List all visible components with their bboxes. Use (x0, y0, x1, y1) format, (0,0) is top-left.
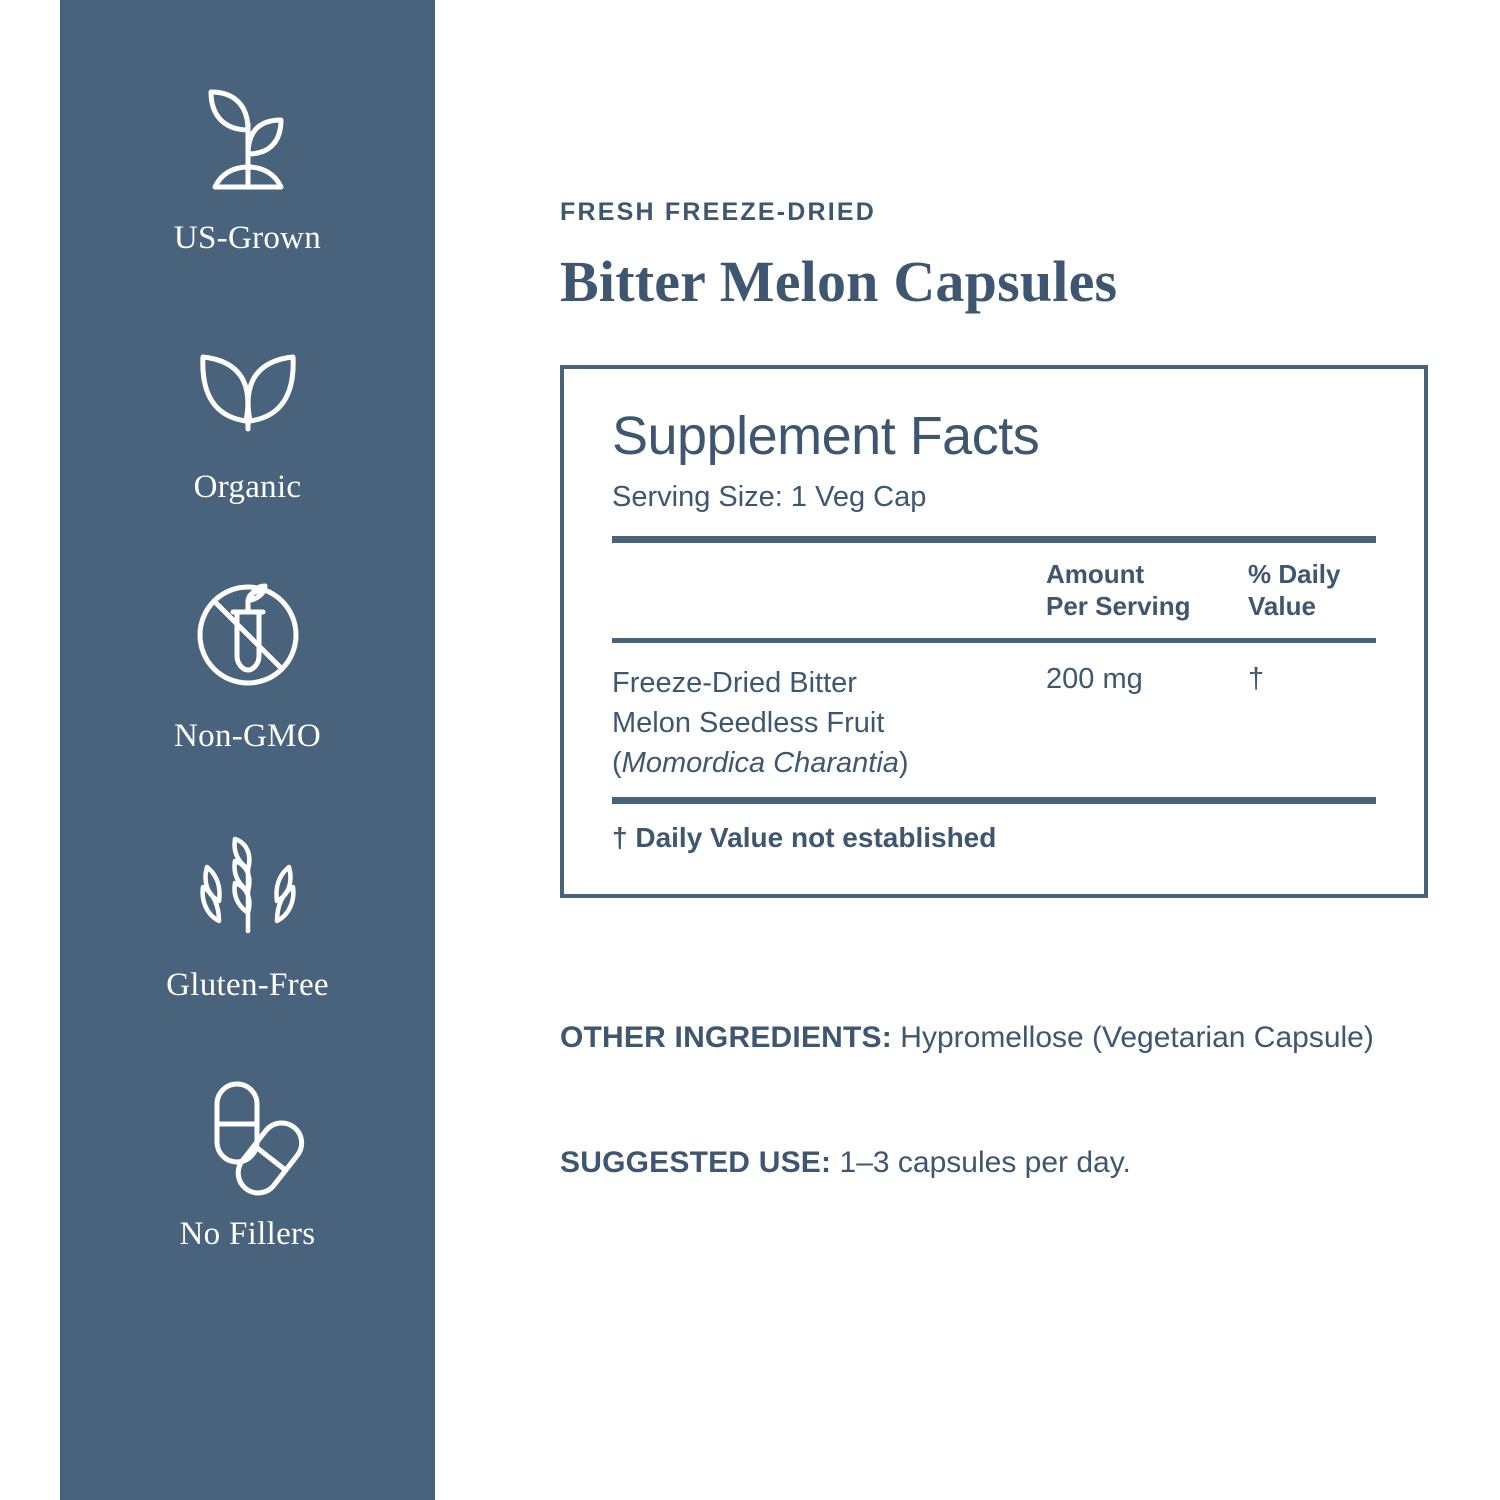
column-header-amount-line1: Amount (1046, 559, 1145, 589)
column-header-amount (1046, 559, 1226, 622)
paren-close: ) (898, 747, 909, 780)
badge-label: Non-GMO (174, 718, 321, 754)
other-ingredients (560, 1015, 1420, 1060)
ingredient-name (612, 663, 1046, 783)
ingredient-amount: 200 mg (1046, 663, 1143, 696)
badge-us-grown (60, 62, 435, 257)
ingredient-daily-value: † (1248, 663, 1265, 696)
eyebrow-text: FRESH FREEZE-DRIED (560, 198, 877, 226)
column-header-dv-line2: Value (1248, 590, 1316, 621)
badge-organic (60, 311, 435, 506)
other-ingredients-text: Hypromellose (Vegetarian Capsule) (891, 1021, 1374, 1054)
badge-non-gmo (60, 560, 435, 755)
serving-size: Serving Size: 1 Veg Cap (612, 481, 927, 513)
divider-thick-top (612, 536, 1376, 543)
no-gmo-test-tube-icon (173, 560, 323, 710)
daily-value-footnote: † Daily Value not established (612, 822, 997, 854)
ingredient-name-line1: Freeze-Dried Bitter (612, 667, 857, 700)
supplement-facts-panel (560, 365, 1428, 898)
ingredient-name-line2: Melon Seedless Fruit (612, 707, 885, 740)
badge-label: Organic (193, 469, 302, 505)
facts-table-header (612, 543, 1376, 626)
seedling-sprout-icon (173, 62, 323, 212)
certification-badge-rail (60, 0, 435, 1500)
two-leaves-icon (173, 311, 323, 461)
page-title: Bitter Melon Capsules (560, 249, 1118, 314)
badge-label: US-Grown (173, 220, 322, 256)
suggested-use-label: SUGGESTED USE: (560, 1146, 832, 1179)
badge-gluten-free (60, 809, 435, 1004)
badge-no-fillers (60, 1058, 435, 1253)
column-header-daily-value (1248, 559, 1376, 622)
column-header-dv-line1: % Daily (1248, 559, 1341, 589)
paren-open: ( (612, 747, 622, 780)
suggested-use-text: 1–3 capsules per day. (831, 1146, 1131, 1179)
divider-thick-bottom (612, 797, 1376, 804)
suggested-use (560, 1140, 1420, 1185)
column-header-amount-line2: Per Serving (1046, 590, 1191, 621)
capsules-icon (173, 1058, 323, 1208)
label-content (560, 0, 1440, 1500)
badge-label: Gluten-Free (166, 967, 329, 1003)
other-ingredients-label: OTHER INGREDIENTS: (560, 1021, 892, 1054)
supplement-facts-title: Supplement Facts (612, 406, 1040, 466)
scientific-name-text: Momordica Charantia (621, 747, 899, 780)
table-row (612, 643, 1376, 783)
wheat-stalks-icon (173, 809, 323, 959)
ingredient-scientific-name (612, 743, 1036, 783)
badge-label: No Fillers (179, 1216, 316, 1252)
